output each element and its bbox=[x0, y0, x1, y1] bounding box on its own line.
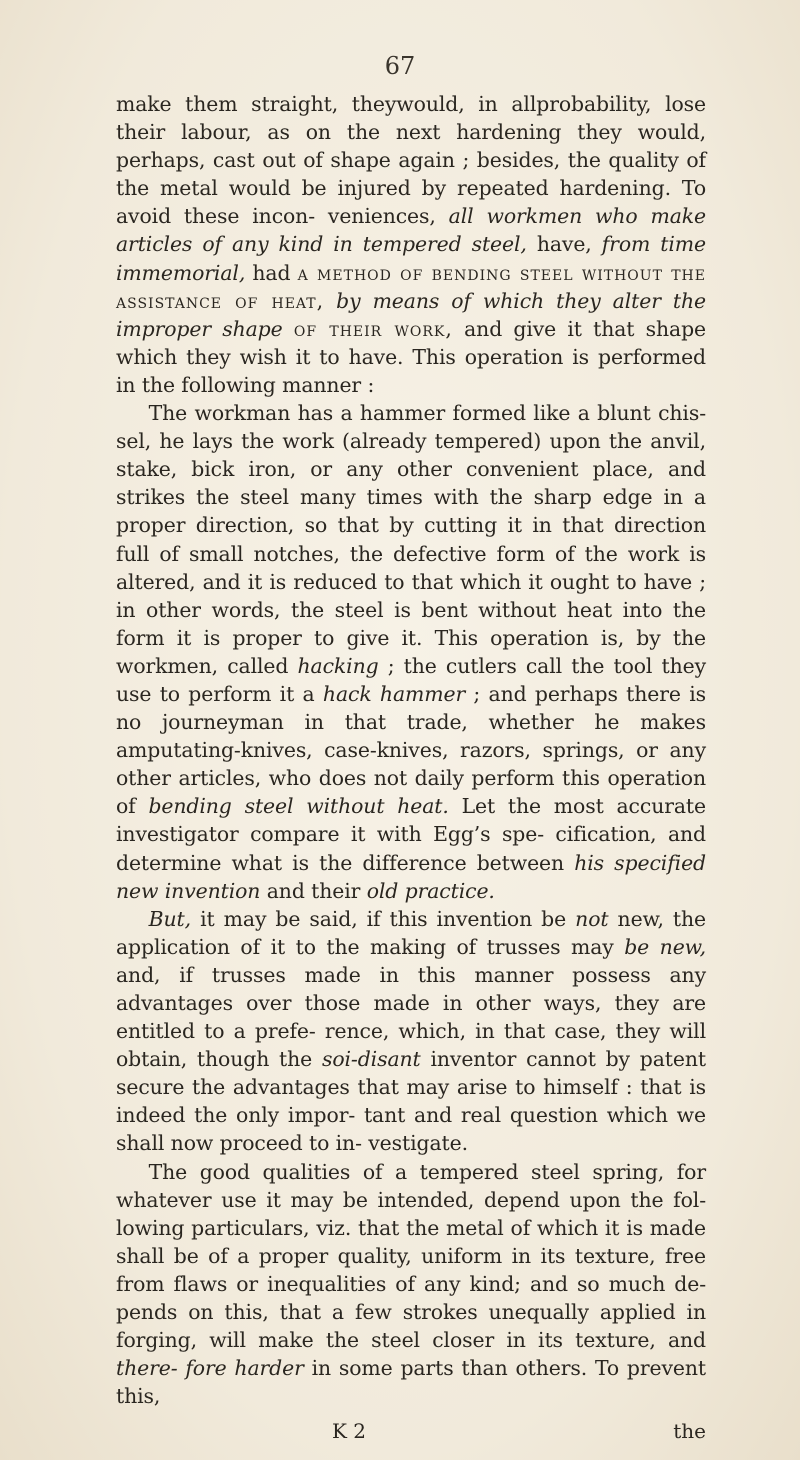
text-run: and their bbox=[260, 878, 367, 903]
catchword: the bbox=[673, 1419, 706, 1443]
text-run: inventor cannot by patent secure the advantages that may arise to himself : that is indeed the only impor- tant and real question which we shall now proceed to in- vestigate. bbox=[116, 1047, 706, 1156]
text-run: in some parts than others. To prevent this, bbox=[116, 1356, 706, 1409]
italic-run: not bbox=[575, 906, 609, 931]
paragraph bbox=[116, 90, 706, 399]
page-number: 67 bbox=[384, 52, 416, 80]
text-run: have, bbox=[526, 232, 602, 257]
text-run bbox=[324, 289, 336, 313]
text-run: Let the most accurate investigator compare it with Egg’s spe- cification, and determine what is the difference between bbox=[116, 794, 706, 875]
paragraph bbox=[116, 399, 706, 905]
italic-run: all workmen who make articles of any kind in tempered steel, bbox=[116, 204, 706, 257]
signature-mark: K 2 bbox=[332, 1419, 367, 1443]
italic-run: soi-disant bbox=[321, 1047, 421, 1072]
text-run: had bbox=[245, 260, 298, 285]
text-run: The workman has a hammer formed like a blunt chis- sel, he lays the work (already tempered) upon the anvil, stake, bick iron, or any other convenient place, and strikes the steel many times with the sharp edge in a proper direction, so that by cutting it in that direction full of small notches, the defective form of the work is altered, and it is reduced to that which it ought to have ; in other words, the steel is bent without heat into the form it is proper to give it. This operation is, by the workmen, called bbox=[116, 401, 706, 678]
paragraph bbox=[116, 1158, 706, 1411]
text-run: The good qualities of a tempered steel spring, for whatever use it may be intended, depend upon the fol- lowing particulars, viz. that the metal of which it is made shall be of a proper quality, uniform in its texture, free from flaws or inequalities of any kind; and so much de- pends on this, that a few strokes unequally applied in forging, will make the steel closer in its texture, and bbox=[116, 1159, 706, 1353]
italic-run: bending steel without heat. bbox=[148, 794, 449, 819]
body-text bbox=[116, 90, 706, 1410]
italic-run: be new, bbox=[624, 934, 706, 959]
italic-run: But, bbox=[148, 906, 192, 931]
paragraph bbox=[116, 905, 706, 1158]
text-run: and give it that shape which they wish it to have. This operation is performed in the following manner : bbox=[116, 316, 706, 397]
italic-run: hack hammer bbox=[322, 681, 466, 706]
small-caps-run: a method of bending steel without the assistance of heat, bbox=[116, 260, 706, 313]
text-run bbox=[283, 317, 294, 341]
text-run: ; and perhaps there is no journeyman in that trade, whether he makes amputating-knives, case-knives, razors, springs, or any other articles, who does not daily perform this operation of bbox=[116, 681, 707, 819]
text-run: ; the cutlers call the tool they use to perform it a bbox=[116, 653, 706, 706]
small-caps-run: of their work, bbox=[293, 316, 453, 341]
text-run: new, the application of it to the making of trusses may bbox=[116, 906, 707, 959]
italic-run: there- fore harder bbox=[116, 1356, 304, 1381]
italic-run: from time immemorial, bbox=[116, 232, 707, 285]
italic-run: by means of which they alter the improper shape bbox=[116, 288, 706, 341]
italic-run: old practice. bbox=[366, 878, 495, 903]
italic-run: hacking bbox=[297, 653, 379, 678]
text-run: it may be said, if this invention be bbox=[191, 906, 576, 931]
italic-run: his specified new invention bbox=[116, 850, 707, 903]
text-run: and, if trusses made in this manner possess any advantages over those made in other ways, they are entitled to a prefe- rence, which, in that case, they will obtain, though the bbox=[116, 962, 706, 1072]
text-run: make them straight, theywould, in allprobability, lose their labour, as on the next hardening they would, perhaps, cast out of shape again ; besides, the quality of the metal would be injured by repeated hardening. To avoid these incon- veniences, bbox=[116, 92, 706, 229]
